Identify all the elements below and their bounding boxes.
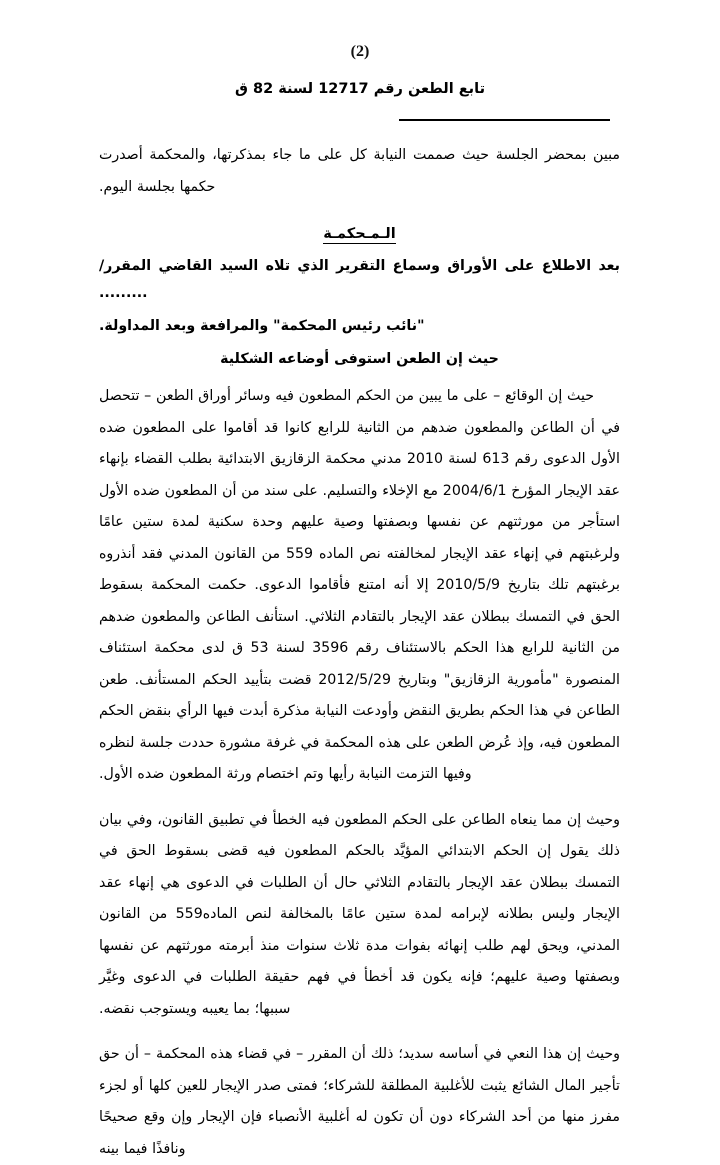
document-body	[99, 140, 620, 1165]
page-number: (2)	[350, 43, 370, 60]
preamble-line-1: بعد الاطلاع على الأوراق وسماع التقرير الذي تلاه السيد القاضي المقرر/ .........	[99, 258, 620, 301]
body-paragraph-1: حيث إن الوقائع – على ما يبين من الحكم المطعون فيه وسائر أوراق الطعن – تتحصل في أن الطاعن والمطعون ضدهم من الثانية للرابع كانوا قد أقاموا على المطعون ضده الأول الدعوى رقم 613 لسنة 2010 مدني محكمة الزقازيق الابتدائية بطلب القضاء بإنهاء عقد الإيجار المؤرخ 2004/6/1 مع الإخلاء والتسليم. على سند من أن المطعون ضده الأول استأجر من مورثتهم عن نفسها وبصفتها وصية عليهم وحدة سكنية لمدة ستين عامًا ولرغبتهم في إنهاء عقد الإيجار لمخالفته نص الماده 559 من القانون المدني فقد أنذروه برغبتهم تلك بتاريخ 2010/5/9 إلا أنه امتنع فأقاموا الدعوى. حكمت المحكمة بسقوط الحق في التمسك ببطلان عقد الإيجار بالتقادم الثلاثي. استأنف الطاعن والمطعون ضدهم من الثانية للرابع هذا الحكم بالاستئناف رقم 3596 لسنة 53 ق لدى محكمة استئناف المنصورة "مأمورية الزقازيق" وبتاريخ 2012/5/29 قضت بتأييد الحكم المستأنف. طعن الطاعن في هذا الحكم بطريق النقض وأودعت النيابة مذكرة أبدت فيها الرأي بنقض الحكم المطعون فيه، وإذ عُرض الطعن على هذه المحكمة في غرفة مشورة حددت جلسة لنظره وفيها التزمت النيابة رأيها وتم اختصام ورثة المطعون ضده الأول.	[99, 388, 620, 782]
body-paragraph-2: وحيث إن مما ينعاه الطاعن على الحكم المطعون فيه الخطأ في تطبيق القانون، وفي بيان ذلك يقول إن الحكم الابتدائي المؤيَّد بالحكم المطعون فيه قضى بسقوط الحق في التمسك ببطلان عقد الإيجار بالتقادم الثلاثي حال أن الطلبات في الدعوى هي إنهاء عقد الإيجار وليس بطلانه لإبرامه لمدة ستين عامًا بالمخالفة لنص الماده559 من القانون المدني، ويحق لهم طلب إنهائه بفوات مدة ثلاث سنوات منذ أبرمته مورثتهم عن نفسها وبصفتها وصية عليهم؛ فإنه يكون قد أخطأ في فهم حقيقة الطلبات في الدعوى وغيَّر سببها؛ بما يعيبه ويستوجب نقضه.	[99, 811, 620, 1017]
spacer	[99, 203, 620, 211]
body-paragraph-3: وحيث إن هذا النعي في أساسه سديد؛ ذلك أن المقرر – في قضاء هذه المحكمة – أن حق تأجير المال الشائع يثبت للأغلبية المطلقة للشركاء؛ فمتى صدر الإيجار للعين كلها أو لجزء مفرز منها من أحد الشركاء دون أن تكون له أغلبية الأنصباء فإن الإيجار وإن وقع صحيحًا ونافذًا فيما بينه	[99, 1046, 620, 1157]
court-heading-label: الـمـحكمـة	[323, 226, 396, 242]
preamble-line-2: "نائب رئيس المحكمة" والمرافعة وبعد المداولة.	[99, 318, 425, 334]
spacer	[99, 1025, 620, 1039]
title-divider	[399, 119, 610, 121]
court-heading	[99, 221, 620, 247]
spacer	[99, 373, 620, 381]
intro-paragraph: مبين بمحضر الجلسة حيث صممت النيابة كل على ما جاء بمذكرتها، والمحكمة أصدرت حكمها بجلسة اليوم.	[99, 147, 620, 195]
preamble-line-3: حيث إن الطعن استوفى أوضاعه الشكلية	[220, 351, 499, 367]
document-title: تابع الطعن رقم 12717 لسنة 82 ق	[234, 81, 486, 97]
spacer	[99, 791, 620, 805]
